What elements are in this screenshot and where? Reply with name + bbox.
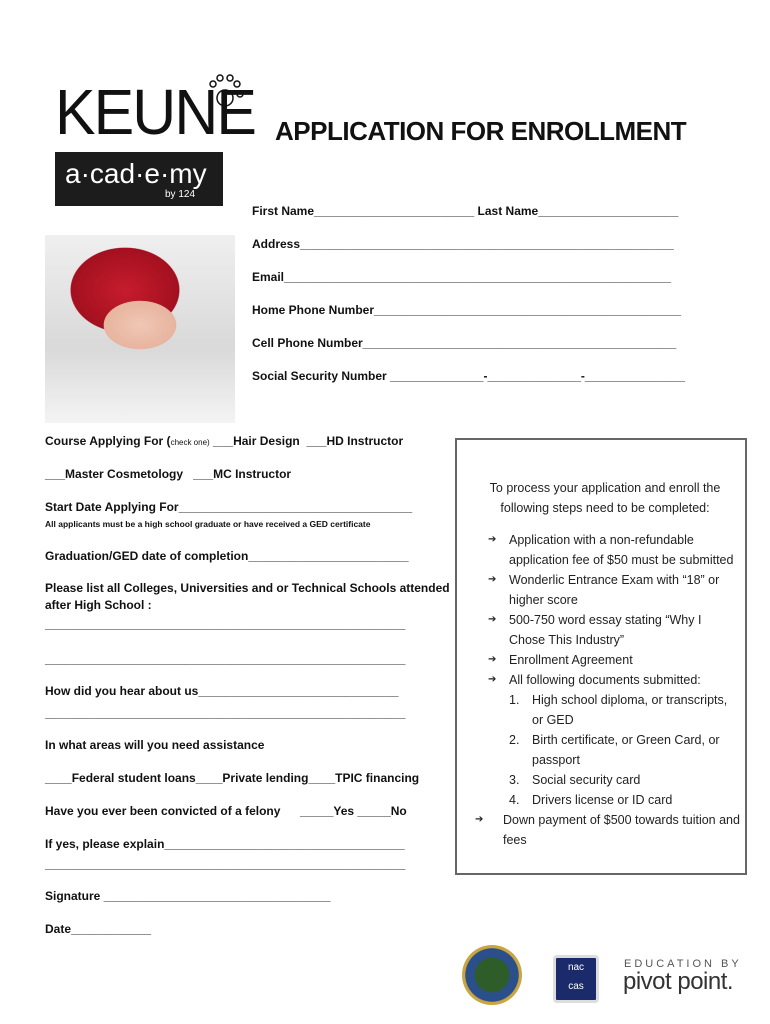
academy-logo-text: a·cad·e·my [65,158,207,189]
arrow-bullet-icon: ➔ [488,574,497,585]
felony-options[interactable]: _____Yes _____No [300,804,407,818]
doc-text: High school diploma, or transcripts, or GED [532,693,728,727]
arrow-bullet-icon: ➔ [488,654,497,665]
arrow-bullet-icon: ➔ [488,614,497,625]
naccas-top: nac [567,962,585,973]
explain-line-2[interactable]: ______________________________________________________ [45,857,406,871]
step-text: Application with a non-refundable application fee of $50 must be submitted [509,533,734,567]
academy-logo-by: by 124 [165,189,196,200]
colleges-question: Please list all Colleges, Universities and or Technical Schools attended [45,581,450,595]
arrow-bullet-icon: ➔ [475,814,484,825]
step-text: All following documents submitted: [509,673,701,687]
check-one-hint: check one) [170,438,210,447]
signature-field[interactable]: Signature __________________________________ [45,889,331,903]
academy-logo [55,152,223,206]
doc-text: Drivers license or ID card [532,793,673,807]
list-item [470,650,740,670]
list-item [470,530,740,570]
arrow-bullet-icon: ➔ [488,674,497,685]
arrow-bullet-icon: ➔ [488,534,497,545]
department-of-education-seal [462,945,522,1005]
doc-text: Birth certificate, or Green Card, or passport [532,733,720,767]
naccas-bottom: cas [568,981,584,992]
ged-note: All applicants must be a high school graduate or have received a GED certificate [45,519,371,529]
graduation-date-field[interactable]: Graduation/GED date of completion________________________ [45,549,409,563]
assistance-question: In what areas will you need assistance [45,738,265,752]
colleges-line-1[interactable]: ______________________________________________________ [45,617,406,631]
name-fields[interactable]: First Name________________________ Last Name_____________________ [252,204,679,218]
assistance-options[interactable]: ____Federal student loans____Private lending____TPIC financing [45,771,420,785]
step-text: Wonderlic Entrance Exam with “18” or higher score [509,573,720,607]
step-text: 500-750 word essay stating “Why I Chose This Industry” [509,613,702,647]
naccas-logo [553,955,599,1003]
felony-question: Have you ever been convicted of a felony [45,804,281,818]
email-field[interactable]: Email__________________________________________________________ [252,270,672,284]
hear-about-line-2[interactable]: ______________________________________________________ [45,706,406,720]
crown-logo-icon [205,70,245,110]
document-item [470,770,740,790]
requirements-intro: To process your application and enroll the following steps need to be completed: [489,481,721,515]
list-item [470,610,740,650]
list-item [470,670,740,690]
date-field[interactable]: Date____________ [45,922,152,936]
pivot-point-logo: pivot point. [623,968,734,995]
doc-number: 1. [509,693,520,707]
doc-number: 2. [509,733,520,747]
cell-phone-field[interactable]: Cell Phone Number_______________________________________________ [252,336,677,350]
start-date-field[interactable]: Start Date Applying For___________________________________ [45,500,413,514]
doc-text: Social security card [532,773,641,787]
colleges-line-2[interactable]: ______________________________________________________ [45,652,406,666]
doc-number: 4. [509,793,520,807]
document-item [470,730,740,770]
home-phone-field[interactable]: Home Phone Number______________________________________________ [252,303,682,317]
list-item [470,810,740,850]
colleges-question-2: after High School : [45,598,152,612]
step-text: Enrollment Agreement [509,653,633,667]
course-option-hair-design[interactable]: ___Hair Design [213,434,300,448]
doc-number: 3. [509,773,520,787]
step-text: Down payment of $500 towards tuition and fees [503,813,740,847]
requirements-list [470,478,740,850]
address-field[interactable]: Address________________________________________________________ [252,237,674,251]
document-item [470,790,740,810]
hear-about-field[interactable]: How did you hear about us______________________________ [45,684,399,698]
explain-field[interactable]: If yes, please explain____________________________________ [45,837,405,851]
page-title: APPLICATION FOR ENROLLMENT [275,116,687,146]
course-option-mc-instructor[interactable]: ___MC Instructor [193,467,292,481]
course-row-1 [45,434,403,448]
list-item [470,570,740,610]
keune-logo: KEUNE [55,76,255,148]
model-photo [45,235,235,423]
document-item [470,690,740,730]
pivot-point-logo-top: EDUCATION BY [624,958,742,970]
course-option-hd-instructor[interactable]: ___HD Instructor [306,434,404,448]
ssn-field[interactable]: Social Security Number ______________-______________-_______________ [252,369,686,383]
course-label: Course Applying For ( [45,434,171,448]
course-row-2 [45,467,291,481]
course-option-master-cosmetology[interactable]: ___Master Cosmetology [45,467,184,481]
